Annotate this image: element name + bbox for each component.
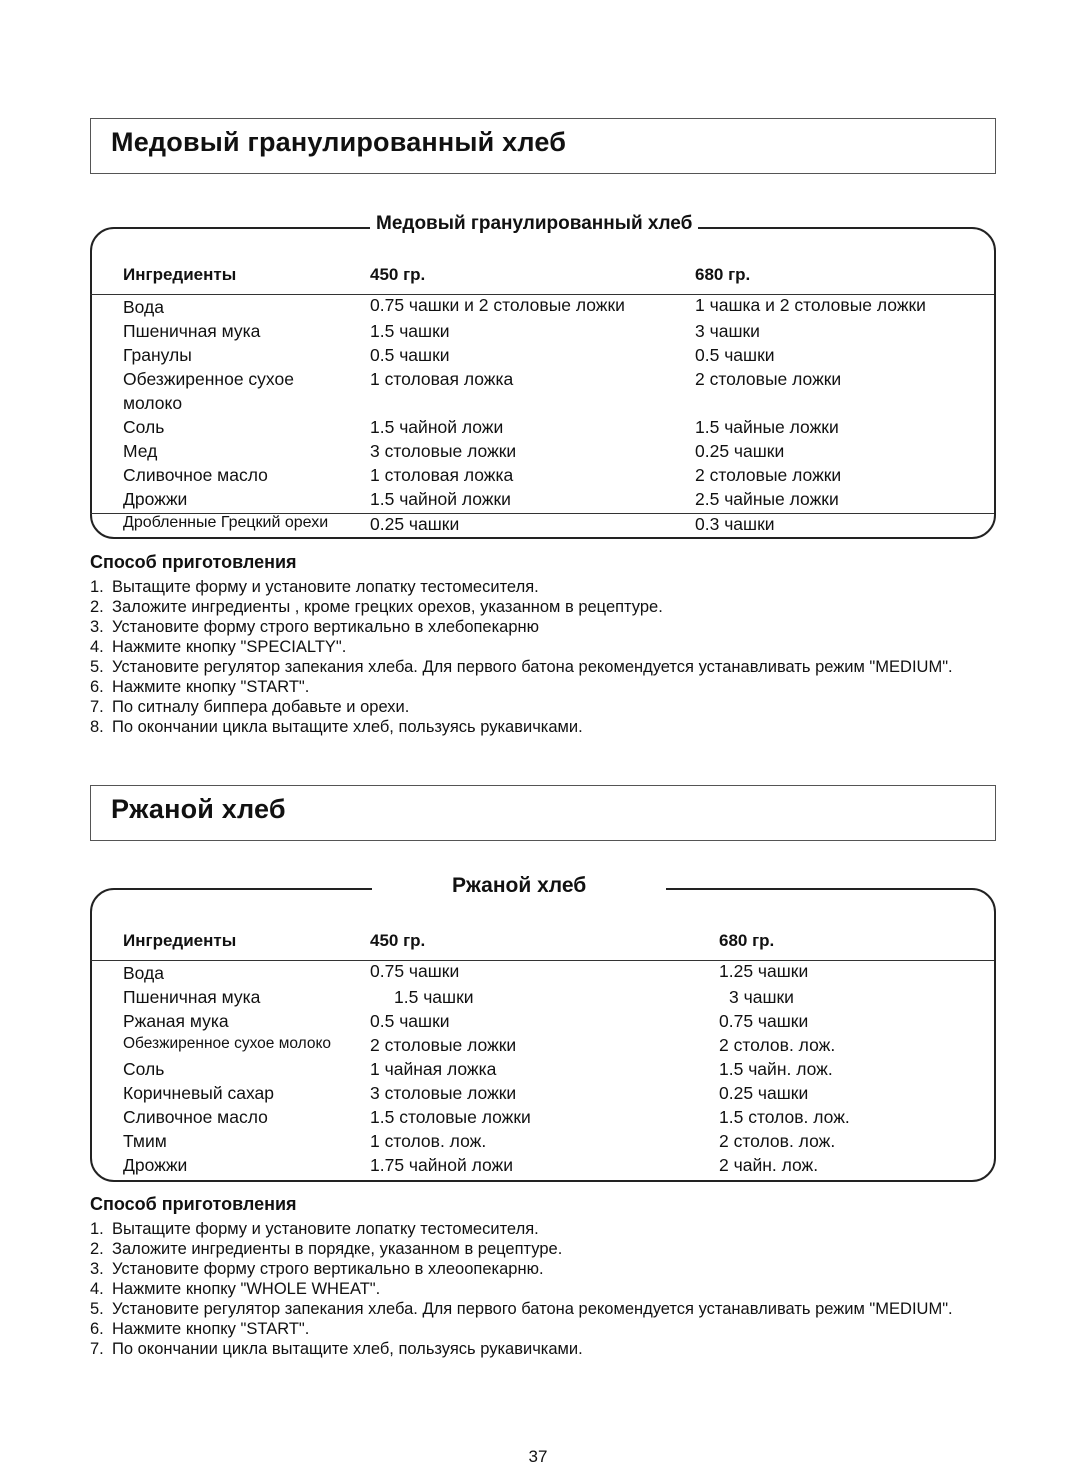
table-row [90, 961, 994, 988]
ingredient-name: молоко [123, 393, 183, 413]
ingredient-name: Вода [123, 963, 164, 983]
step-text: Нажмите кнопку "START". [112, 678, 310, 696]
table-header-row [90, 256, 994, 295]
amount-680: 1.25 чашки [719, 961, 809, 981]
step-number: 2. [90, 598, 104, 616]
table-row [90, 321, 994, 345]
method-step [90, 637, 1000, 657]
step-number: 7. [90, 698, 104, 716]
ingredient-name: Сливочное масло [123, 1107, 268, 1127]
amount-680: 0.25 чашки [695, 441, 785, 461]
step-text: Заложите ингредиенты , кроме грецких орехов, указанном в рецептуре. [112, 598, 663, 616]
method-step [90, 1259, 1000, 1279]
ingredient-name: Гранулы [123, 345, 192, 365]
table-row [90, 987, 994, 1011]
amount-680: 1.5 чайные ложки [695, 417, 839, 437]
ingredient-name: Коричневый сахар [123, 1083, 274, 1103]
method-step [90, 1319, 1000, 1339]
amount-450: 0.5 чашки [370, 1011, 450, 1031]
ingredient-name: Дрожжи [123, 489, 188, 509]
step-number: 1. [90, 1220, 104, 1238]
table-row [90, 441, 994, 465]
amount-680: 2 столов. лож. [719, 1035, 836, 1055]
amount-450: 1 столовая ложка [370, 369, 514, 389]
amount-680: 2 чайн. лож. [719, 1155, 819, 1175]
table-row [90, 1083, 994, 1107]
header-ingredients: Ингредиенты [90, 256, 370, 295]
step-text: Вытащите форму и установите лопатку тестомесителя. [112, 1220, 539, 1238]
amount-450: 0.5 чашки [370, 345, 450, 365]
amount-450: 3 столовые ложки [370, 1083, 517, 1103]
ingredient-name: Дрожжи [123, 1155, 188, 1175]
method-title: Способ приготовления [90, 552, 297, 572]
amount-680: 2 столовые ложки [695, 369, 842, 389]
amount-450: 1.5 чашки [394, 987, 474, 1007]
table-row [90, 417, 994, 441]
table-row [90, 1035, 994, 1059]
method-step [90, 1299, 1000, 1319]
method-section-2 [90, 1194, 1000, 1359]
method-step [90, 1239, 1000, 1259]
step-text: Вытащите форму и установите лопатку тестомесителя. [112, 578, 539, 596]
step-number: 5. [90, 658, 104, 676]
method-title: Способ приготовления [90, 1194, 297, 1214]
step-text: Заложите ингредиенты в порядке, указанном в рецептуре. [112, 1240, 563, 1258]
amount-680: 3 чашки [695, 321, 760, 341]
section-1-title: Медовый гранулированный хлеб [111, 127, 567, 157]
ingredients-table-1 [90, 256, 994, 538]
header-680: 680 гр. [719, 922, 994, 961]
amount-680 [695, 393, 994, 417]
amount-680: 2 столовые ложки [695, 465, 842, 485]
amount-450 [370, 393, 695, 417]
step-text: Нажмите кнопку "SPECIALTY". [112, 638, 347, 656]
method-step [90, 657, 1000, 677]
recipe-box-1-title: Медовый гранулированный хлеб [370, 213, 698, 235]
amount-450: 1 чайная ложка [370, 1059, 497, 1079]
amount-450: 0.75 чашки [370, 961, 460, 981]
table-row [90, 1059, 994, 1083]
method-step [90, 677, 1000, 697]
step-text: Нажмите кнопку "WHOLE WHEAT". [112, 1280, 381, 1298]
step-text: По ситналу биппера добавьте и орехи. [112, 698, 410, 716]
step-text: По окончании цикла вытащите хлеб, пользуясь рукавичками. [112, 1340, 583, 1358]
step-text: Установите форму строго вертикально в хлеоопекарню. [112, 1260, 544, 1278]
ingredient-name: Дробленные Грецкий орехи [90, 514, 370, 539]
method-step [90, 1219, 1000, 1239]
amount-680: 1 чашка и 2 столовые ложки [695, 295, 926, 315]
amount-680: 3 чашки [729, 987, 794, 1007]
amount-450: 1 столов. лож. [370, 1131, 487, 1151]
step-number: 2. [90, 1240, 104, 1258]
ingredient-name: Ржаная мука [123, 1011, 229, 1031]
ingredients-table-2 [90, 922, 994, 1179]
method-step [90, 1339, 1000, 1359]
step-text: Нажмите кнопку "START". [112, 1320, 310, 1338]
header-680: 680 гр. [695, 256, 994, 295]
step-number: 6. [90, 678, 104, 696]
step-text: Установите регулятор запекания хлеба. Для первого батона рекомендуется устанавливать режим "MEDIUM". [112, 658, 953, 676]
ingredient-name: Соль [123, 417, 165, 437]
header-ingredients: Ингредиенты [90, 922, 370, 961]
amount-450: 1.5 столовые ложки [370, 1107, 531, 1127]
method-steps-list [90, 1219, 1000, 1359]
method-step [90, 597, 1000, 617]
ingredient-name: Обезжиренное сухое молоко [123, 1035, 332, 1052]
step-text: Установите регулятор запекания хлеба. Для первого батона рекомендуется устанавливать режим "MEDIUM". [112, 1300, 953, 1318]
table-row [90, 345, 994, 369]
amount-450: 1.5 чайной ложи [370, 417, 504, 437]
table-row [90, 393, 994, 417]
amount-680: 0.75 чашки [719, 1011, 809, 1031]
table-row [90, 489, 994, 514]
table-row [90, 1011, 994, 1035]
ingredient-name: Тмим [123, 1131, 167, 1151]
amount-450: 0.75 чашки и 2 столовые ложки [370, 295, 625, 315]
amount-680: 1.5 столов. лож. [719, 1107, 850, 1127]
amount-450: 0.25 чашки [370, 514, 695, 539]
step-number: 8. [90, 718, 104, 736]
method-steps-list [90, 577, 1000, 737]
ingredient-name: Обезжиренное сухое [123, 369, 294, 389]
table-row [90, 465, 994, 489]
step-number: 1. [90, 578, 104, 596]
step-text: По окончании цикла вытащите хлеб, пользуясь рукавичками. [112, 718, 583, 736]
method-step [90, 617, 1000, 637]
ingredient-name: Сливочное масло [123, 465, 268, 485]
step-number: 3. [90, 618, 104, 636]
table-row [90, 1131, 994, 1155]
method-step [90, 717, 1000, 737]
ingredient-name: Мед [123, 441, 158, 461]
table-row [90, 1155, 994, 1179]
amount-680: 1.5 чайн. лож. [719, 1059, 833, 1079]
method-step [90, 697, 1000, 717]
step-number: 4. [90, 1280, 104, 1298]
table-header-row [90, 922, 994, 961]
section-1-title-box [90, 118, 996, 174]
method-section-1 [90, 552, 1000, 737]
amount-680: 0.5 чашки [695, 345, 775, 365]
method-step [90, 1279, 1000, 1299]
table-row [90, 369, 994, 393]
amount-450: 1.75 чайной ложи [370, 1155, 514, 1175]
step-number: 4. [90, 638, 104, 656]
step-text: Установите форму строго вертикально в хлебопекарню [112, 618, 540, 636]
method-step [90, 577, 1000, 597]
header-450: 450 гр. [370, 922, 719, 961]
table-row [90, 1107, 994, 1131]
amount-680: 0.3 чашки [695, 514, 994, 539]
header-450: 450 гр. [370, 256, 695, 295]
amount-450: 1 столовая ложка [370, 465, 514, 485]
step-number: 3. [90, 1260, 104, 1278]
amount-680: 2.5 чайные ложки [695, 489, 839, 509]
table-row [90, 514, 994, 539]
section-2-title-box [90, 785, 996, 841]
step-number: 7. [90, 1340, 104, 1358]
page-number: 37 [528, 1447, 548, 1466]
amount-680: 2 столов. лож. [719, 1131, 836, 1151]
recipe-box-2-title: Ржаной хлеб [372, 874, 666, 898]
ingredient-name: Пшеничная мука [123, 987, 261, 1007]
step-number: 5. [90, 1300, 104, 1318]
table-row [90, 295, 994, 322]
amount-680: 0.25 чашки [719, 1083, 809, 1103]
section-2-title: Ржаной хлеб [111, 794, 286, 824]
ingredient-name: Пшеничная мука [123, 321, 261, 341]
amount-450: 3 столовые ложки [370, 441, 517, 461]
step-number: 6. [90, 1320, 104, 1338]
ingredient-name: Вода [123, 297, 164, 317]
amount-450: 2 столовые ложки [370, 1035, 517, 1055]
amount-450: 1.5 чашки [370, 321, 450, 341]
ingredient-name: Соль [123, 1059, 165, 1079]
amount-450: 1.5 чайной ложки [370, 489, 511, 509]
